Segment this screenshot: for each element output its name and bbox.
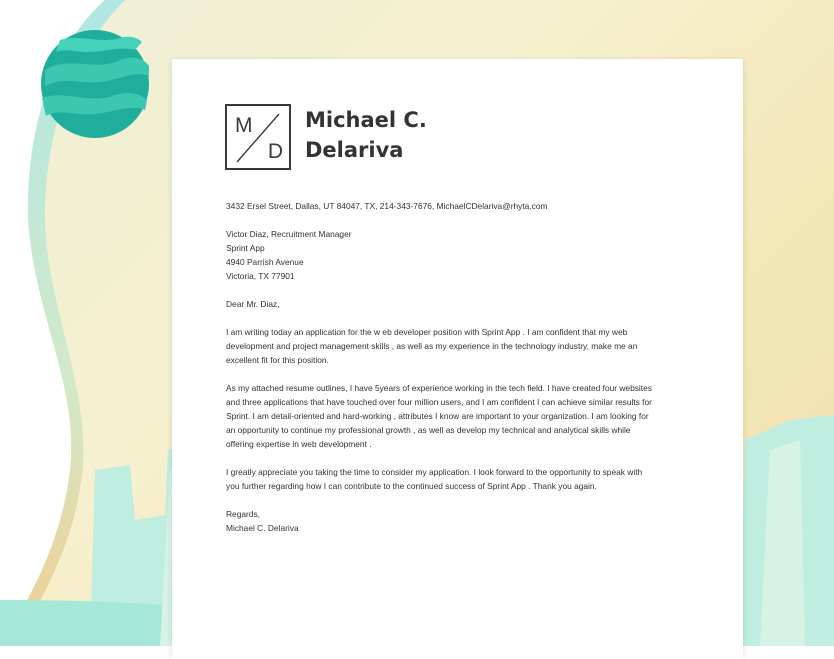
letter-body (226, 199, 688, 549)
monogram-initial-m: M (235, 114, 253, 137)
closing-block (226, 507, 688, 535)
recipient-street: 4940 Parrish Avenue (226, 257, 304, 267)
closing: Regards, (226, 509, 260, 519)
recipient-block (226, 227, 688, 283)
name-line-1: Michael C. (305, 108, 427, 132)
paragraph-line: offering expertise in web development . (226, 439, 372, 449)
paragraph-line: an opportunity to continue my professional growth , as well as develop my technical and analytical skills while (226, 425, 631, 435)
recipient-company: Sprint App (226, 243, 265, 253)
paragraph-line: and three applications that have touched over four million users, and I am confident I can achieve similar results for (226, 397, 652, 407)
name-line-2: Delariva (305, 138, 404, 162)
recipient-name-title: Victor Diaz, Recruitment Manager (226, 229, 352, 239)
planet-illustration (41, 30, 149, 138)
paragraph-line: I am writing today an application for the w eb developer position with Sprint App . I am confident that my web (226, 327, 628, 337)
contact-line: 3432 Ersel Street, Dallas, UT 84047, TX, 214-343-7676, MichaelCDelariva@rhyta.com (226, 201, 548, 211)
paragraph-3 (226, 465, 688, 493)
paragraph-1 (226, 325, 688, 367)
paragraph-line: I greatly appreciate you taking the time to consider my application. I look forward to the opportunity to speak with (226, 467, 643, 477)
paragraph-2 (226, 381, 688, 451)
paragraph-line: you further regarding how I can contribute to the continued success of Sprint App . Thank you again. (226, 481, 597, 491)
cover-letter-page (172, 59, 743, 659)
paragraph-line: As my attached resume outlines, I have 5years of experience working in the tech field. I have created four websites (226, 383, 652, 393)
applicant-name (305, 105, 427, 165)
monogram-initial-d: D (267, 140, 283, 163)
paragraph-line: excellent fit for this position. (226, 355, 329, 365)
salutation: Dear Mr. Diaz, (226, 299, 280, 309)
signature: Michael C. Delariva (226, 523, 299, 533)
paragraph-line: development and project management skills , as well as my experience in the technology industry, make me an (226, 341, 638, 351)
recipient-city: Victoria, TX 77901 (226, 271, 295, 281)
paragraph-line: Sprint. I am detail-oriented and hard-working , attributes I know are important to your organization. I am looking for (226, 411, 649, 421)
monogram-logo (225, 104, 291, 170)
